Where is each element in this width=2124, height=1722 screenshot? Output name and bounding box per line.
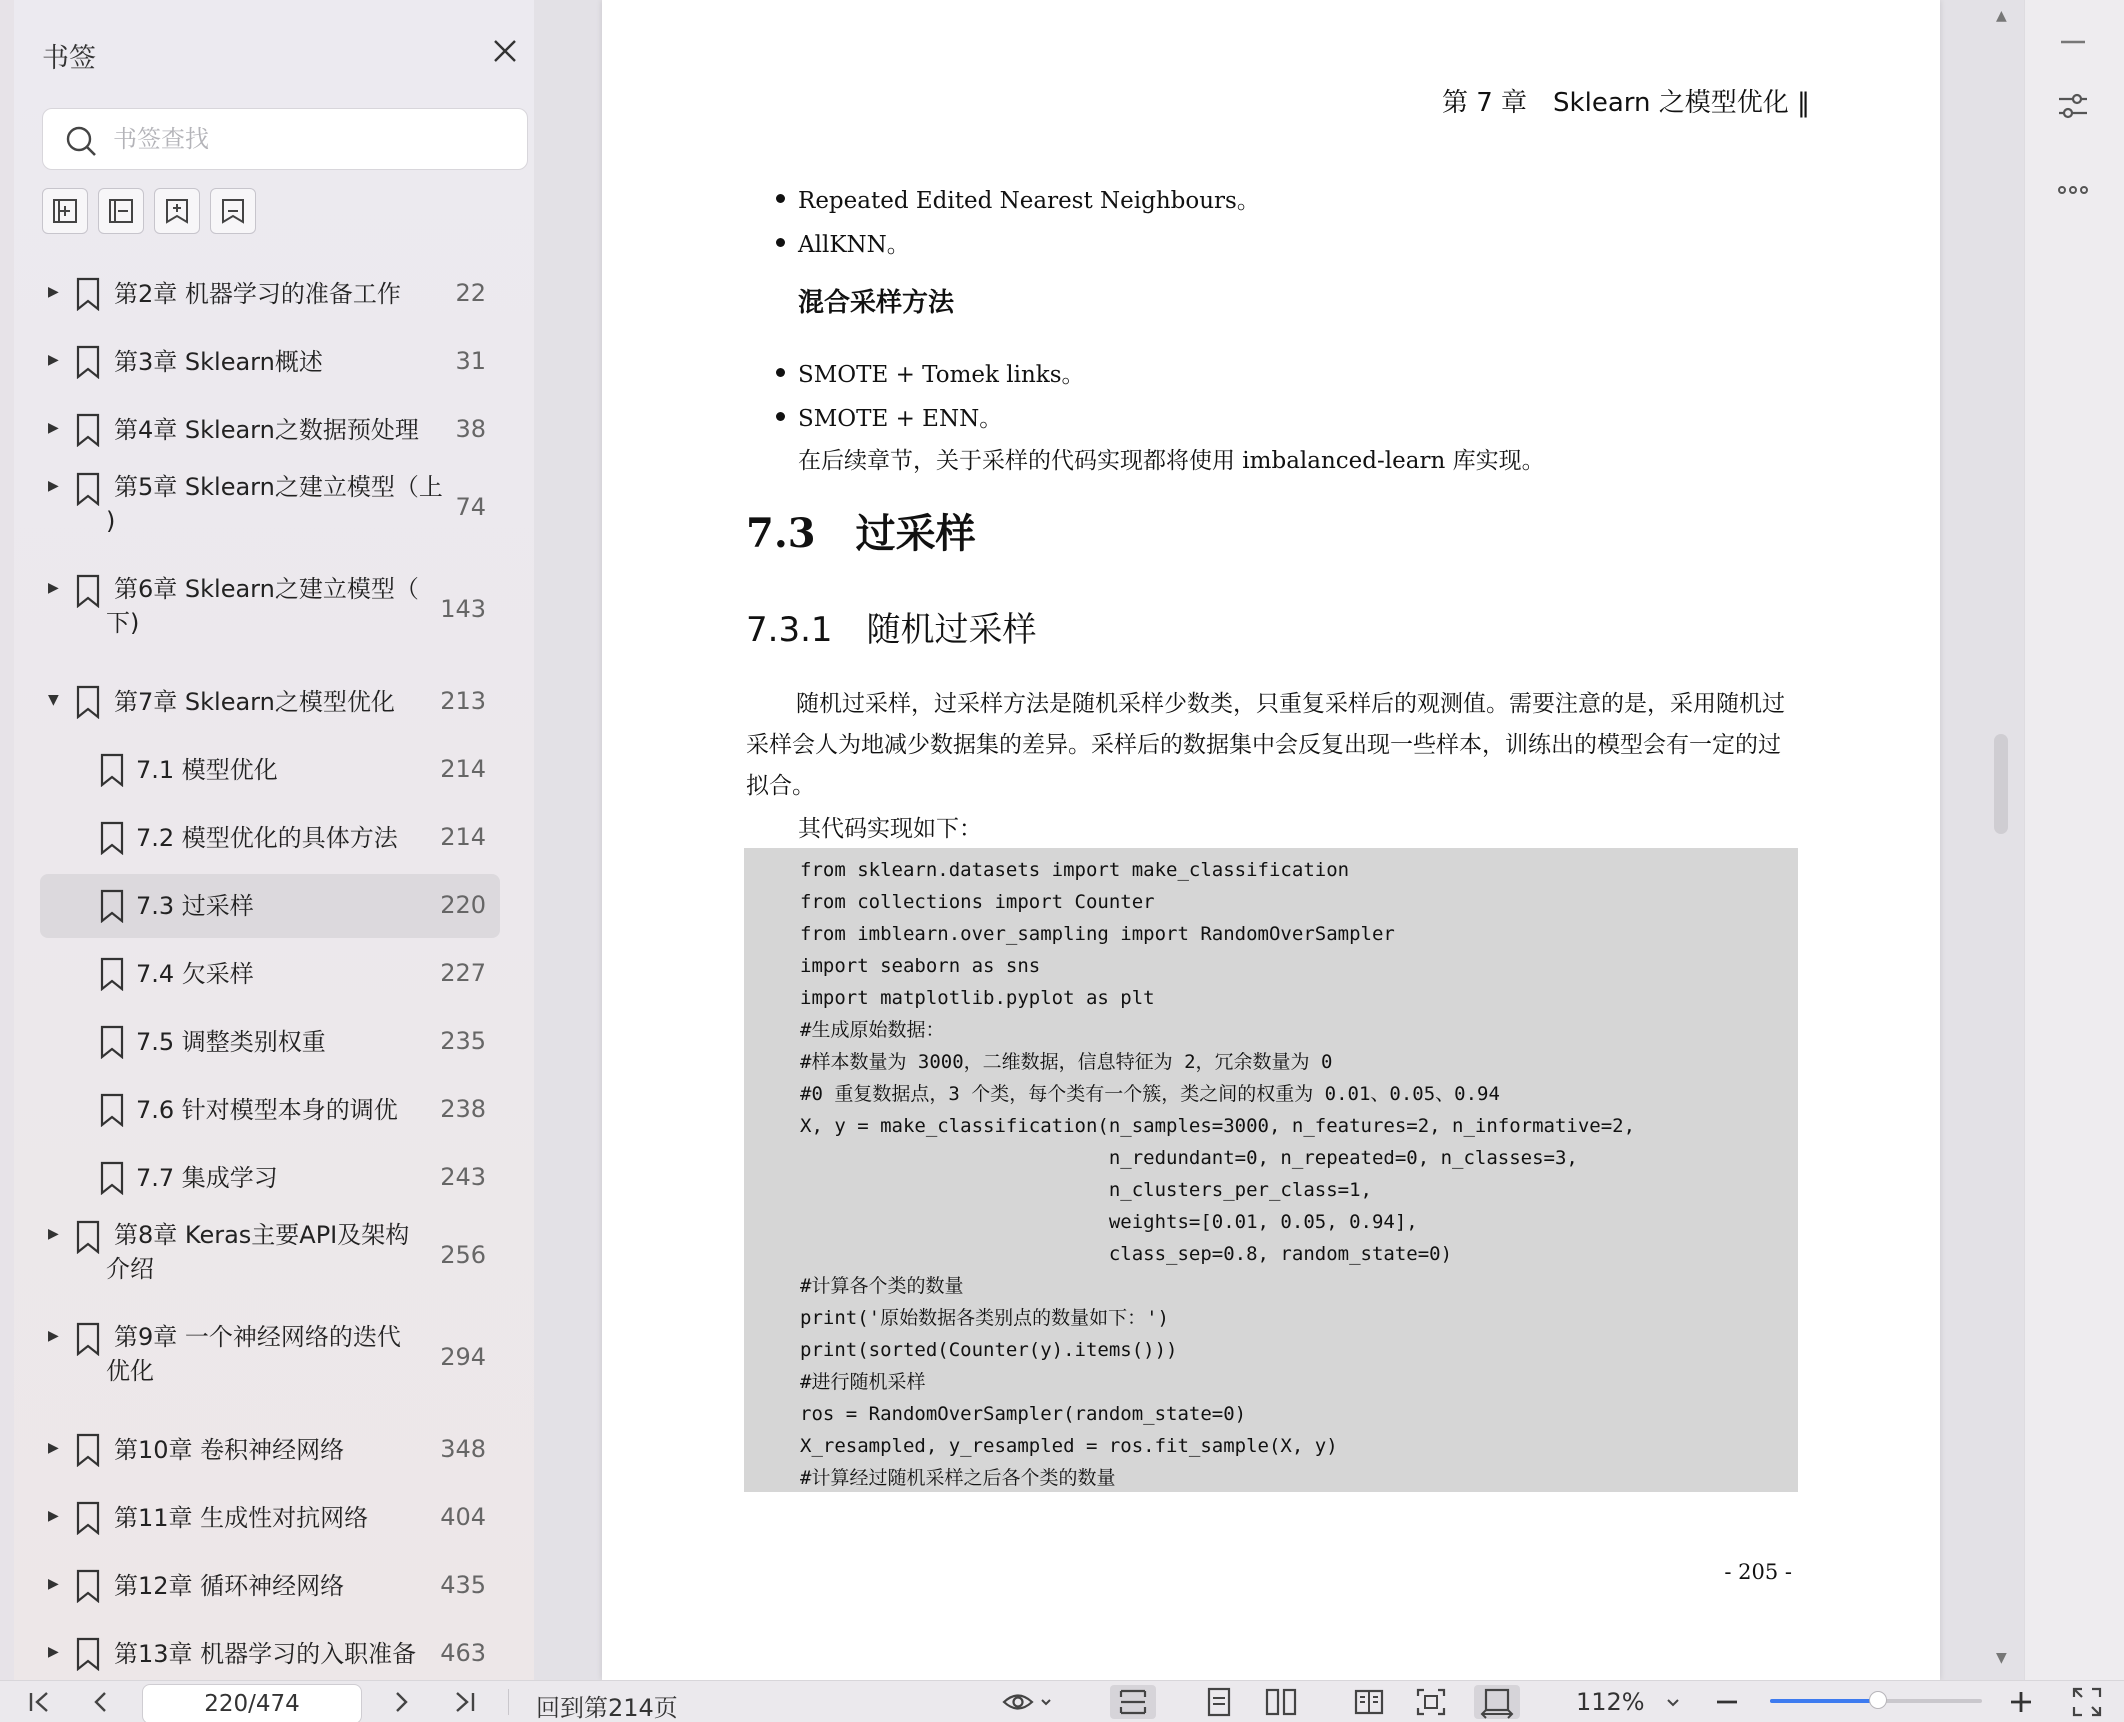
back-to-page-link[interactable]: 回到第214页 bbox=[536, 1694, 678, 1722]
bookmark-page-number: 294 bbox=[440, 1343, 486, 1371]
bookmark-item[interactable] bbox=[40, 330, 500, 394]
bookmark-icon bbox=[76, 1501, 100, 1535]
book-view-icon bbox=[1346, 1685, 1392, 1719]
expand-arrow-right-icon[interactable]: ▶ bbox=[48, 1440, 59, 1456]
bookmark-item[interactable] bbox=[40, 398, 500, 462]
code-line: print(sorted(Counter(y).items())) bbox=[800, 1339, 1178, 1361]
bookmark-label: 7.5 调整类别权重 bbox=[136, 1028, 326, 1056]
expand-all-button[interactable] bbox=[42, 188, 88, 234]
zoom-slider-handle[interactable] bbox=[1869, 1691, 1887, 1709]
bookmark-page-number: 435 bbox=[440, 1571, 486, 1599]
divider bbox=[508, 1689, 509, 1715]
two-page-icon bbox=[1258, 1685, 1304, 1719]
section-title: 7.3 过采样 bbox=[746, 510, 976, 557]
code-line: #生成原始数据： bbox=[800, 1019, 945, 1041]
zoom-level[interactable]: 112% bbox=[1576, 1688, 1645, 1716]
chevron-left-icon bbox=[86, 1685, 116, 1719]
document-page bbox=[602, 0, 1940, 1680]
bookmark-label-continued: 优化 bbox=[106, 1357, 154, 1385]
expand-arrow-down-icon[interactable]: ▼ bbox=[48, 692, 59, 708]
fit-width-icon bbox=[1474, 1685, 1520, 1719]
bookmark-icon bbox=[76, 574, 100, 608]
bookmark-panel bbox=[14, 0, 534, 1680]
continuous-scroll-button[interactable] bbox=[1110, 1685, 1156, 1719]
expand-arrow-right-icon[interactable]: ▶ bbox=[48, 580, 59, 596]
single-page-icon bbox=[1196, 1685, 1242, 1719]
zoom-slider-fill bbox=[1770, 1699, 1878, 1703]
adjust-sliders-icon[interactable] bbox=[2053, 86, 2093, 126]
expand-arrow-right-icon[interactable]: ▶ bbox=[48, 1508, 59, 1524]
bookmark-search[interactable] bbox=[42, 108, 528, 170]
bookmark-label: 第5章 Sklearn之建立模型（上 bbox=[114, 473, 443, 501]
previous-page-button[interactable] bbox=[86, 1685, 116, 1719]
bookmark-label: 7.2 模型优化的具体方法 bbox=[136, 824, 398, 852]
scroll-up-arrow-icon[interactable]: ▲ bbox=[1996, 8, 2007, 24]
running-head: 第 7 章 Sklearn 之模型优化 ‖ bbox=[1441, 88, 1810, 118]
bookmark-label: 第7章 Sklearn之模型优化 bbox=[114, 688, 395, 716]
bookmark-icon bbox=[76, 1220, 100, 1254]
code-line: #样本数量为 3000，二维数据，信息特征为 2，冗余数量为 0 bbox=[800, 1051, 1333, 1073]
bookmark-item[interactable] bbox=[40, 1554, 500, 1618]
bookmark-search-input[interactable] bbox=[113, 119, 503, 159]
bookmark-label-continued: 介绍 bbox=[106, 1255, 154, 1283]
code-line: #0 重复数据点，3 个类，每个类有一个簇，类之间的权重为 0.01、0.05、0.94 bbox=[800, 1083, 1500, 1105]
zoom-out-button[interactable] bbox=[1712, 1685, 1742, 1719]
code-line: weights=[0.01, 0.05, 0.94], bbox=[800, 1211, 1418, 1233]
bookmark-icon bbox=[76, 1433, 100, 1467]
collapse-all-button[interactable] bbox=[98, 188, 144, 234]
minus-icon bbox=[1712, 1685, 1742, 1719]
subsection-title: 7.3.1 随机过采样 bbox=[746, 610, 1037, 650]
expand-arrow-right-icon[interactable]: ▶ bbox=[48, 420, 59, 436]
bookmark-icon bbox=[100, 1093, 124, 1127]
bookmark-page-number: 463 bbox=[440, 1639, 486, 1667]
bookmark-icon bbox=[100, 889, 124, 923]
bookmark-item[interactable] bbox=[40, 1622, 500, 1686]
expand-arrow-right-icon[interactable]: ▶ bbox=[48, 284, 59, 300]
note-text: 在后续章节，关于采样的代码实现都将使用 imbalanced-learn 库实现。 bbox=[798, 448, 1545, 474]
bookmark-panel-title: 书签 bbox=[42, 43, 96, 74]
code-line: n_clusters_per_class=1, bbox=[800, 1179, 1372, 1201]
view-mode-dropdown[interactable] bbox=[1000, 1685, 1058, 1719]
code-line: print('原始数据各类别点的数量如下：') bbox=[800, 1307, 1169, 1329]
bookmark-subitem[interactable] bbox=[40, 874, 500, 938]
bookmark-label: 第2章 机器学习的准备工作 bbox=[114, 280, 401, 308]
code-line: #进行随机采样 bbox=[800, 1371, 926, 1393]
bookmark-label: 第13章 机器学习的入职准备 bbox=[114, 1640, 417, 1668]
bookmark-page-number: 74 bbox=[455, 493, 486, 521]
bookmark-label: 第3章 Sklearn概述 bbox=[114, 348, 323, 376]
bullet-item: AllKNN。 bbox=[798, 226, 910, 259]
bookmark-label: 7.4 欠采样 bbox=[136, 960, 254, 988]
expand-arrow-right-icon[interactable]: ▶ bbox=[48, 1226, 59, 1242]
bookmark-page-number: 214 bbox=[440, 823, 486, 851]
bookmark-label: 7.7 集成学习 bbox=[136, 1164, 278, 1192]
bookmark-page-number: 22 bbox=[455, 279, 486, 307]
code-line: #计算各个类的数量 bbox=[800, 1275, 964, 1297]
bookmark-label: 第8章 Keras主要API及架构 bbox=[114, 1221, 410, 1249]
code-line: import matplotlib.pyplot as plt bbox=[800, 987, 1155, 1009]
chevron-down-icon bbox=[1660, 1685, 1686, 1719]
code-line: X, y = make_classification(n_samples=3000, n_features=2, n_informative=2, bbox=[800, 1115, 1636, 1137]
two-page-button[interactable] bbox=[1258, 1685, 1304, 1719]
bookmark-icon bbox=[219, 197, 247, 225]
bookmark-item[interactable] bbox=[40, 1418, 500, 1482]
bookmark-label-continued: 下) bbox=[106, 609, 140, 637]
bookmark-subitem[interactable] bbox=[40, 806, 500, 870]
plus-icon bbox=[2006, 1685, 2036, 1719]
bookmark-label: 第10章 卷积神经网络 bbox=[114, 1436, 345, 1464]
bookmark-button[interactable] bbox=[210, 188, 256, 234]
expand-arrow-right-icon[interactable]: ▶ bbox=[48, 478, 59, 494]
bookmark-label: 7.6 针对模型本身的调优 bbox=[136, 1096, 398, 1124]
add-bookmark-icon bbox=[163, 197, 191, 225]
bookmark-item[interactable] bbox=[40, 670, 500, 734]
mix-sampling-heading: 混合采样方法 bbox=[798, 288, 955, 318]
book-view-button[interactable] bbox=[1346, 1685, 1392, 1719]
bookmark-label: 第9章 一个神经网络的迭代 bbox=[114, 1323, 401, 1351]
code-line: #计算经过随机采样之后各个类的数量 bbox=[800, 1467, 1116, 1489]
code-line: from collections import Counter bbox=[800, 891, 1155, 913]
expand-all-icon bbox=[51, 197, 79, 225]
bookmark-icon bbox=[100, 1025, 124, 1059]
code-line: class_sep=0.8, random_state=0) bbox=[800, 1243, 1453, 1265]
search-icon bbox=[65, 125, 97, 157]
page-number: - 205 - bbox=[1724, 1560, 1792, 1584]
expand-arrow-right-icon[interactable]: ▶ bbox=[48, 352, 59, 368]
code-line: ros = RandomOverSampler(random_state=0) bbox=[800, 1403, 1247, 1425]
chevron-right-icon bbox=[386, 1685, 416, 1719]
body-paragraph: 随机过采样，过采样方法是随机采样少数类，只重复采样后的观测值。需要注意的是，采用随机过采样会人为地减少数据集的差异。采样后的数据集中会反复出现一些样本，训练出的模型会有一定的过拟合。 bbox=[746, 691, 1785, 799]
scroll-down-arrow-icon[interactable]: ▼ bbox=[1996, 1650, 2007, 1666]
last-page-icon bbox=[450, 1685, 480, 1719]
first-page-button[interactable] bbox=[24, 1685, 54, 1719]
bookmark-icon bbox=[100, 1161, 124, 1195]
first-page-icon bbox=[24, 1685, 54, 1719]
bookmark-page-number: 256 bbox=[440, 1241, 486, 1269]
code-block bbox=[744, 848, 1798, 1492]
expand-arrow-right-icon[interactable]: ▶ bbox=[48, 1328, 59, 1344]
bookmark-icon bbox=[76, 345, 100, 379]
bookmark-icon bbox=[76, 1569, 100, 1603]
bookmark-page-number: 38 bbox=[455, 415, 486, 443]
bookmark-icon bbox=[76, 277, 100, 311]
bookmark-item[interactable] bbox=[40, 568, 500, 652]
bookmark-label: 第12章 循环神经网络 bbox=[114, 1572, 345, 1600]
right-rail bbox=[2024, 0, 2124, 1680]
bookmark-icon bbox=[76, 685, 100, 719]
bookmark-page-number: 214 bbox=[440, 755, 486, 783]
code-line: from sklearn.datasets import make_classification bbox=[800, 859, 1350, 881]
bookmark-icon bbox=[76, 472, 100, 506]
bookmark-label: 第6章 Sklearn之建立模型（ bbox=[114, 575, 419, 603]
bookmark-page-number: 213 bbox=[440, 687, 486, 715]
bookmark-icon bbox=[76, 1637, 100, 1671]
bookmark-icon bbox=[76, 1322, 100, 1356]
continuous-scroll-icon bbox=[1110, 1685, 1156, 1719]
bookmark-subitem[interactable] bbox=[40, 1010, 500, 1074]
bookmark-item[interactable] bbox=[40, 1316, 500, 1400]
bookmark-page-number: 31 bbox=[455, 347, 486, 375]
bookmark-label: 7.1 模型优化 bbox=[136, 756, 278, 784]
code-line: X_resampled, y_resampled = ros.fit_sample(X, y) bbox=[800, 1435, 1338, 1457]
bookmark-subitem[interactable] bbox=[40, 738, 500, 802]
bookmark-icon bbox=[100, 821, 124, 855]
collapse-all-icon bbox=[107, 197, 135, 225]
bookmark-label-continued: ) bbox=[106, 507, 116, 535]
single-page-button[interactable] bbox=[1196, 1685, 1242, 1719]
close-icon[interactable] bbox=[488, 34, 522, 68]
bookmark-page-number: 238 bbox=[440, 1095, 486, 1123]
bookmark-item[interactable] bbox=[40, 1486, 500, 1550]
bookmark-subitem[interactable] bbox=[40, 1146, 500, 1210]
bookmark-label: 7.3 过采样 bbox=[136, 892, 254, 920]
bookmark-page-number: 348 bbox=[440, 1435, 486, 1463]
bookmark-label: 第11章 生成性对抗网络 bbox=[114, 1504, 369, 1532]
page-scrollbar-thumb[interactable] bbox=[1994, 734, 2008, 834]
expand-arrow-right-icon[interactable]: ▶ bbox=[48, 1576, 59, 1592]
fit-width-button[interactable] bbox=[1474, 1685, 1520, 1719]
minimize-icon[interactable] bbox=[2053, 22, 2093, 62]
bookmark-label: 第4章 Sklearn之数据预处理 bbox=[114, 416, 419, 444]
bookmark-item[interactable] bbox=[40, 466, 500, 550]
fit-page-icon bbox=[1408, 1685, 1454, 1719]
last-page-button[interactable] bbox=[450, 1685, 480, 1719]
fullscreen-icon bbox=[2070, 1685, 2104, 1719]
bookmark-page-number: 243 bbox=[440, 1163, 486, 1191]
more-options-icon[interactable] bbox=[2053, 170, 2093, 210]
eye-icon bbox=[1000, 1685, 1058, 1719]
next-page-button[interactable] bbox=[386, 1685, 416, 1719]
bullet-item: SMOTE + ENN。 bbox=[798, 400, 1002, 433]
bookmark-page-number: 143 bbox=[440, 595, 486, 623]
bookmark-subitem[interactable] bbox=[40, 1078, 500, 1142]
code-intro: 其代码实现如下： bbox=[798, 816, 982, 842]
code-line: n_redundant=0, n_repeated=0, n_classes=3, bbox=[800, 1147, 1578, 1169]
zoom-in-button[interactable] bbox=[2006, 1685, 2036, 1719]
bookmark-page-number: 235 bbox=[440, 1027, 486, 1055]
bookmark-page-number: 404 bbox=[440, 1503, 486, 1531]
code-line: from imblearn.over_sampling import RandomOverSampler bbox=[800, 923, 1395, 945]
bullet-item: SMOTE + Tomek links。 bbox=[798, 356, 1085, 389]
bookmark-icon bbox=[76, 413, 100, 447]
bookmark-page-number: 220 bbox=[440, 891, 486, 919]
fit-page-button[interactable] bbox=[1408, 1685, 1454, 1719]
expand-arrow-right-icon[interactable]: ▶ bbox=[48, 1644, 59, 1660]
bookmark-icon bbox=[100, 753, 124, 787]
fullscreen-button[interactable] bbox=[2070, 1685, 2104, 1719]
bookmark-subitem[interactable] bbox=[40, 942, 500, 1006]
zoom-slider[interactable] bbox=[1770, 1699, 1982, 1703]
zoom-dropdown-chevron[interactable] bbox=[1660, 1685, 1686, 1719]
bullet-item: Repeated Edited Nearest Neighbours。 bbox=[798, 182, 1260, 215]
add-bookmark-button[interactable] bbox=[154, 188, 200, 234]
code-line: import seaborn as sns bbox=[800, 955, 1041, 977]
bookmark-item[interactable] bbox=[40, 262, 500, 326]
bookmark-item[interactable] bbox=[40, 1214, 500, 1298]
bookmark-page-number: 227 bbox=[440, 959, 486, 987]
page-number-input[interactable] bbox=[142, 1684, 362, 1722]
bookmark-icon bbox=[100, 957, 124, 991]
